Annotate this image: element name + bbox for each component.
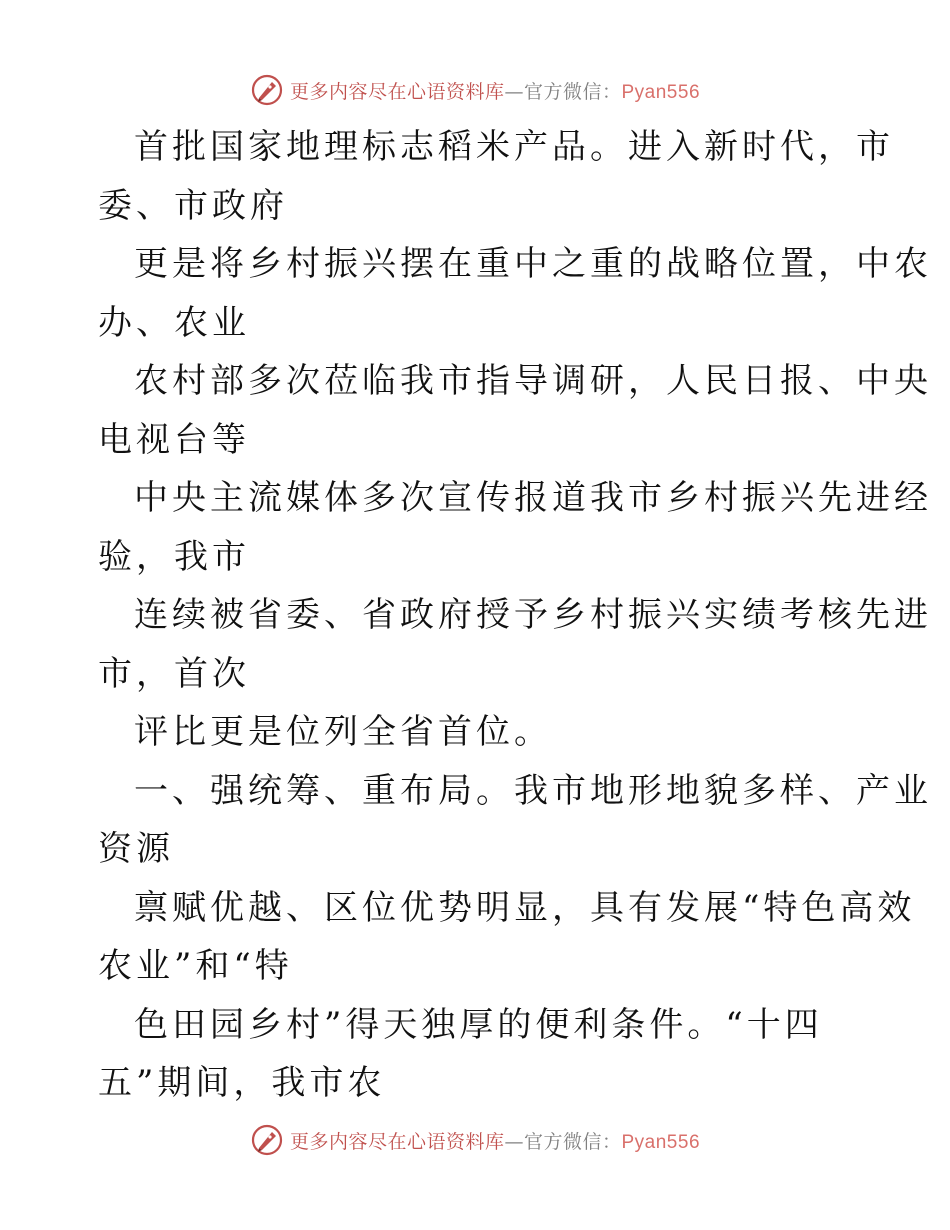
header-banner-inner xyxy=(250,73,700,107)
body-line: 五”期间，我市农 xyxy=(98,1063,386,1103)
body-line: 更是将乡村振兴摆在重中之重的战略位置，中农 xyxy=(134,244,932,284)
footer-banner-inner xyxy=(250,1123,700,1157)
footer-banner xyxy=(0,1120,950,1160)
separator: — xyxy=(504,1130,524,1153)
body-line: 办、农业 xyxy=(98,302,250,343)
body-line: 资源 xyxy=(98,829,174,869)
body-line: 电视台等 xyxy=(98,419,250,460)
body-line: 禀赋优越、区位优势明显，具有发展“特色高效 xyxy=(134,887,916,928)
body-line: 连续被省委、省政府授予乡村振兴实绩考核先进 xyxy=(134,595,932,635)
contact-account: Pyan556 xyxy=(621,1131,701,1153)
body-line: 验，我市 xyxy=(98,536,250,577)
body-line: 农村部多次莅临我市指导调研，人民日报、中央 xyxy=(134,361,932,401)
body-line: 首批国家地理标志稻米产品。进入新时代，市 xyxy=(134,127,894,167)
separator: — xyxy=(504,80,524,103)
body-line: 委、市政府 xyxy=(98,185,288,226)
contact-label: 官方微信： xyxy=(523,80,622,103)
contact-label: 官方微信： xyxy=(523,1130,622,1153)
brand-text: 更多内容尽在心语资料库 xyxy=(289,1130,505,1153)
header-banner xyxy=(0,70,950,110)
body-line: 市，首次 xyxy=(98,653,250,694)
pen-nib-logo-icon xyxy=(250,1123,284,1157)
body-line: 色田园乡村”得天独厚的便利条件。“十四 xyxy=(134,1004,823,1045)
body-line: 评比更是位列全省首位。 xyxy=(134,712,552,752)
pen-nib-logo-icon xyxy=(250,73,284,107)
header-banner-text xyxy=(290,77,700,104)
body-line: 一、强统筹、重布局。我市地形地貌多样、产业 xyxy=(134,770,932,811)
body-line: 农业”和“特 xyxy=(98,946,293,986)
contact-account: Pyan556 xyxy=(621,81,701,103)
document-body xyxy=(98,118,932,1113)
brand-text: 更多内容尽在心语资料库 xyxy=(289,80,505,103)
body-line: 中央主流媒体多次宣传报道我市乡村振兴先进经 xyxy=(134,478,932,518)
footer-banner-text xyxy=(290,1127,700,1154)
